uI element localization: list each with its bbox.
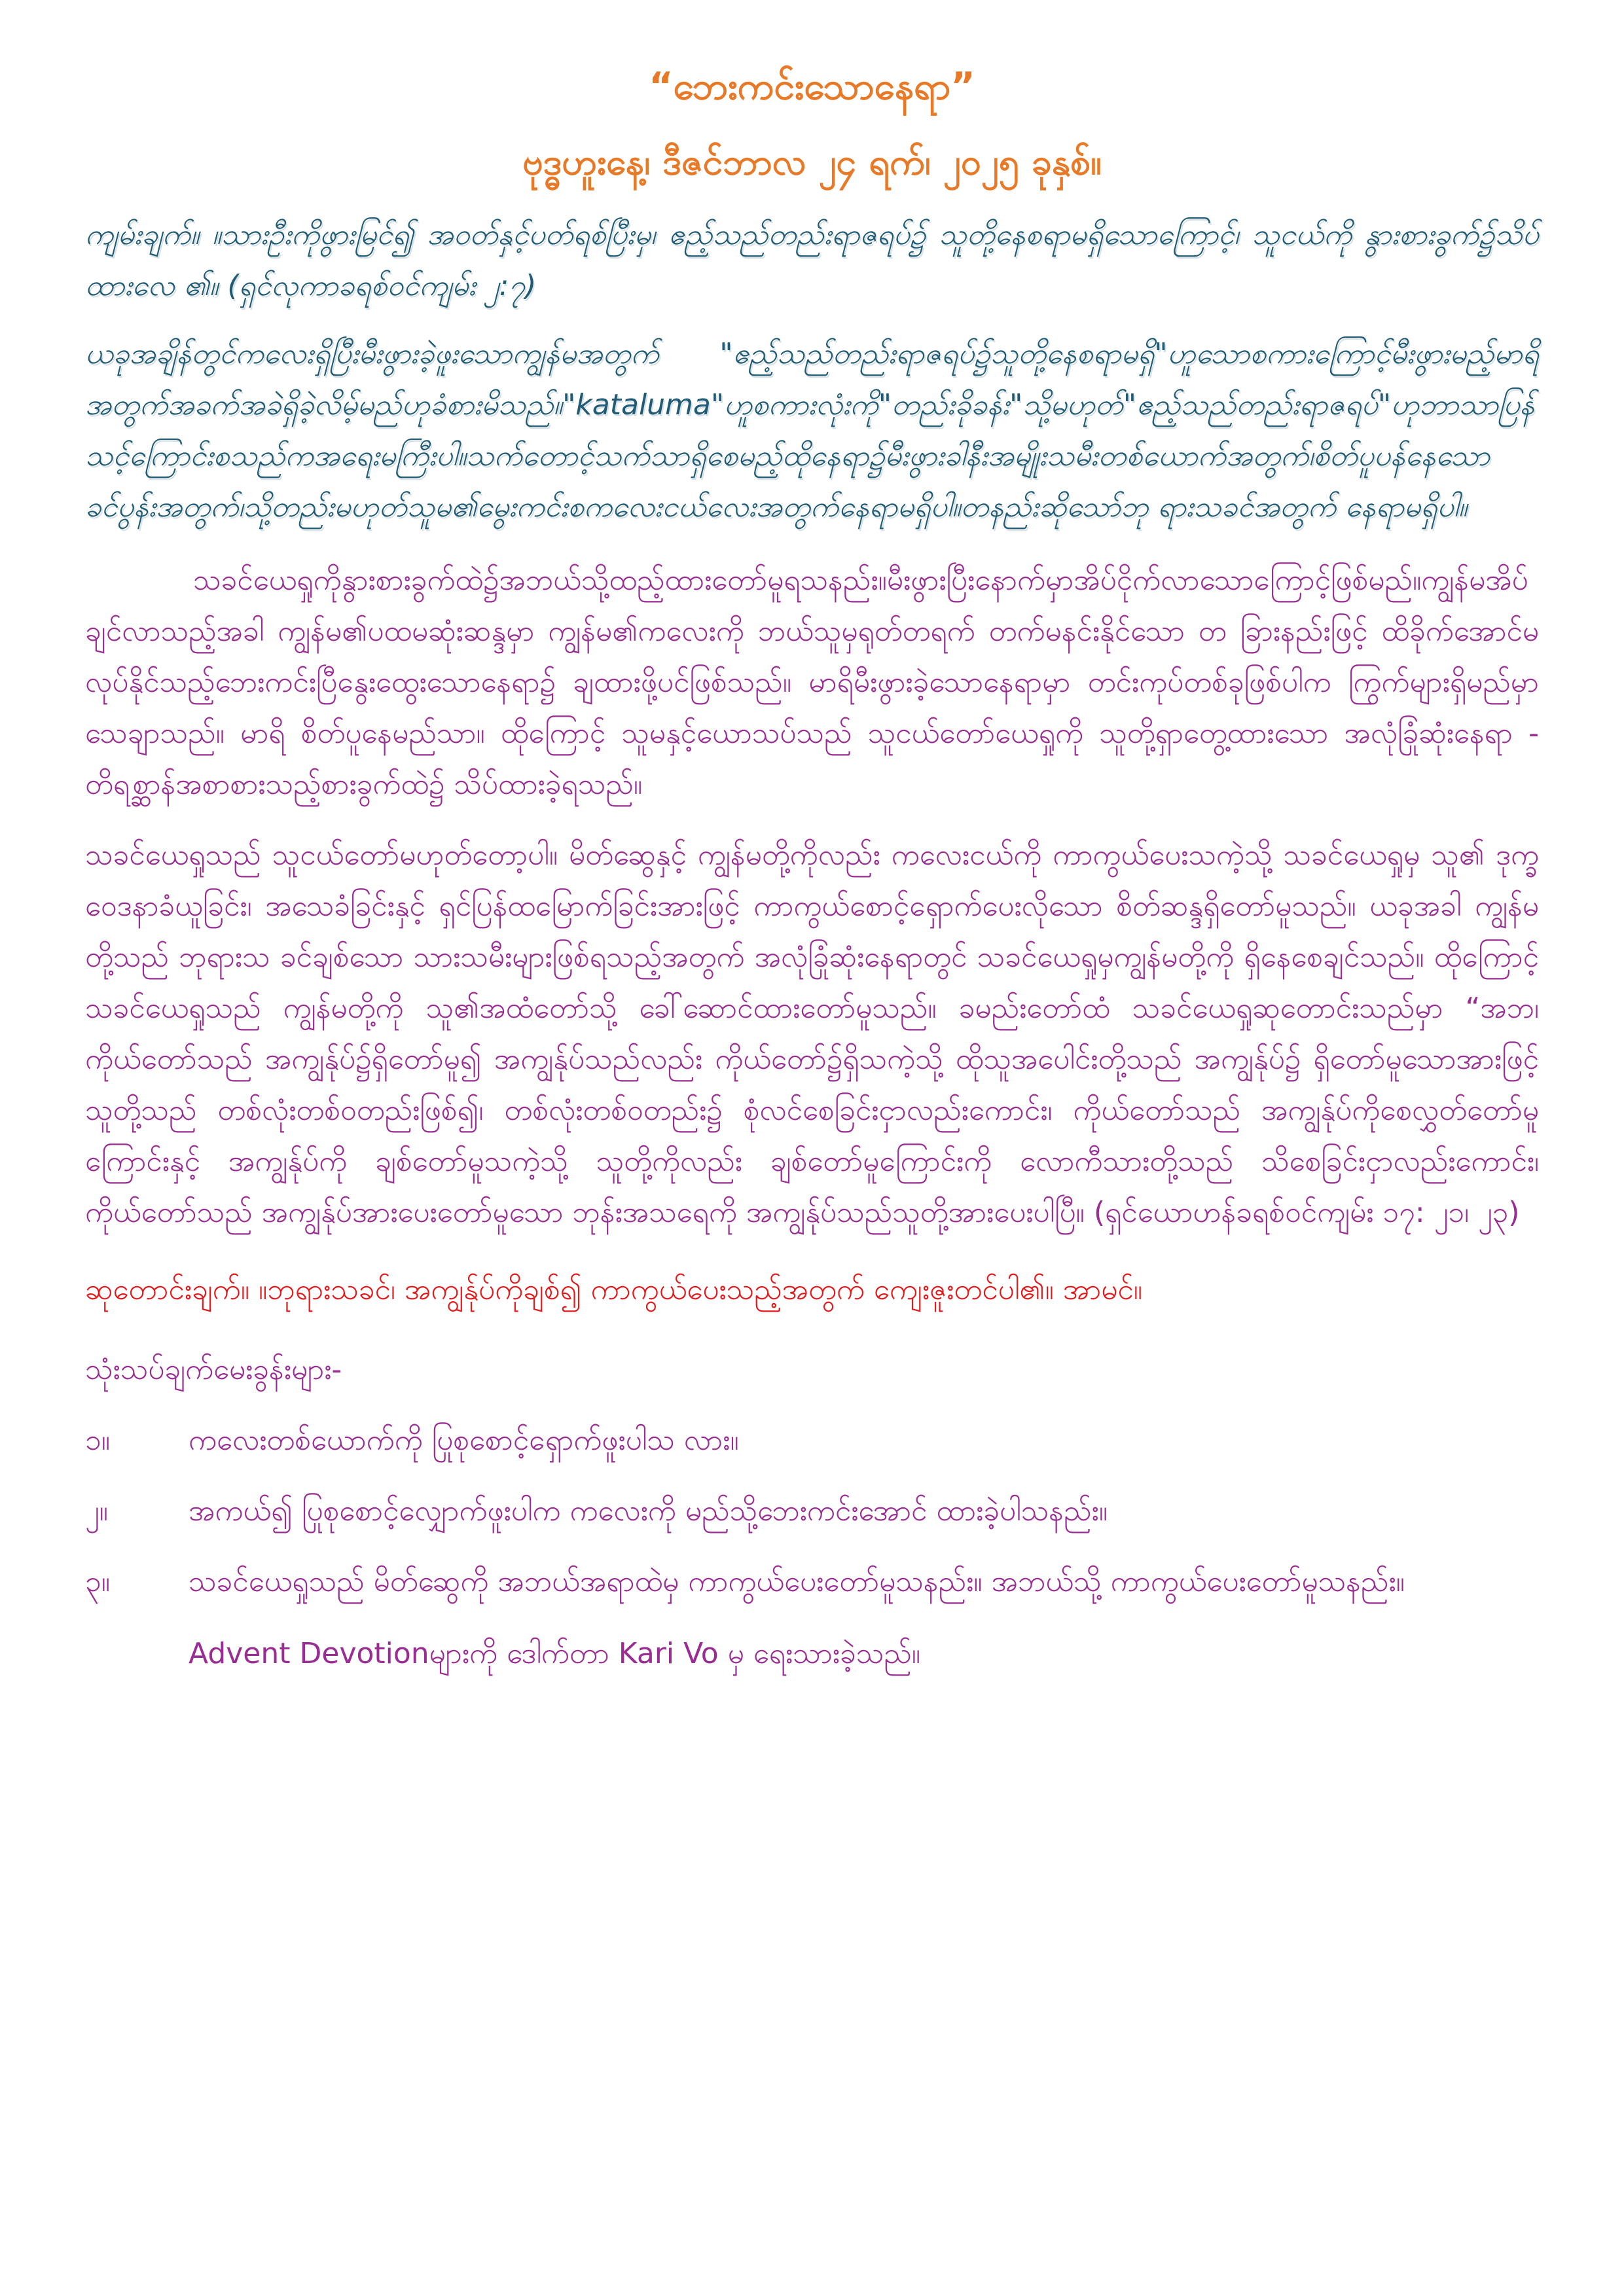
document-date-line: ဗုဒ္ဓဟူးနေ့၊ ဒီဇင်ဘာလ ၂၄ ရက်၊ ၂၀၂၅ ခုနှစ်။ — [522, 141, 1102, 183]
question-number: ၂။ — [85, 1494, 108, 1528]
question-item — [85, 1486, 1539, 1537]
question-item — [85, 1556, 1539, 1607]
question-text: သခင်ယေရှုသည် မိတ်ဆွေကို အဘယ်အရာထဲမှ ကာကွယ်ပေးတော်မူသနည်း။ အဘယ်သို့ ကာကွယ်ပေးတော်မူသနည်း။ — [189, 1565, 1405, 1598]
document-title: “ဘေးကင်းသောနေရာ” — [649, 65, 975, 108]
scripture-verse-paragraph: ကျမ်းချက်။ ။သားဦးကိုဖွားမြင်၍ အဝတ်နှင့်ပတ်ရစ်ပြီးမှ၊ ဧည့်သည်တည်းရာဇရပ်၌ သူတို့နေစရာမရှိသောကြောင့်၊ သူငယ်ကို နွားစားခွက်၌သိပ် ထားလေ ၏။ (ရှင်လုကာခရစ်ဝင်ကျမ်း ၂:၇) — [85, 218, 1539, 302]
questions-heading: သုံးသပ်ချက်မေးခွန်းများ- — [85, 1353, 342, 1386]
question-item — [85, 1415, 1539, 1466]
reflection-intro-paragraph: ယခုအချိန်တွင်ကလေးရှိပြီးမီးဖွားခဲ့ဖူးသောကျွန်မအတွက် "ဧည့်သည်တည်းရာဇရပ်၌သူတို့နေစရာမရှိ"ဟူသောစကားကြောင့်မီးဖွားမည့်မာရိအတွက်အခက်အခဲရှိခဲ့လိမ့်မည်ဟုခံစားမိသည်။"kataluma"ဟူစကားလုံးကို"တည်းခိုခန်း"သို့မဟုတ်"ဧည့်သည်တည်းရာဇရပ်"ဟုဘာသာပြန်သင့်ကြောင်းစသည်ကအရေးမကြီးပါ။သက်တောင့်သက်သာရှိစေမည့်ထိုနေရာ၌မီးဖွားခါနီးအမျိုးသမီးတစ်ယောက်အတွက်၊စိတ်ပူပန်နေသောခင်ပွန်းအတွက်၊သို့တည်းမဟုတ်သူမ၏မွေးကင်းစကလေးငယ်လေးအတွက်နေရာမရှိပါ။တနည်းဆိုသော်ဘု ရားသခင်အတွက် နေရာမရှိပါ။ — [85, 337, 1539, 524]
question-text: အကယ်၍ ပြုစုစောင့်လျှောက်ဖူးပါက ကလေးကို မည်သို့ဘေးကင်းအောင် ထားခဲ့ပါသနည်း။ — [189, 1494, 1108, 1528]
credit-line: Advent Devotionများကို ဒေါက်တာ Kari Vo မှ ရေးသားခဲ့သည်။ — [189, 1637, 921, 1670]
prayer-line: ဆုတောင်းချက်။ ။ဘုရားသခင်၊ အကျွန်ုပ်ကိုချစ်၍ ကာကွယ်ပေးသည့်အတွက် ကျေးဇူးတင်ပါ၏။ အာမင်။ — [85, 1273, 1143, 1306]
question-number: ၃။ — [85, 1565, 111, 1598]
body-paragraph: သခင်ယေရှုကိုနွားစားခွက်ထဲ၌အဘယ်သို့ထည့်ထားတော်မူရသနည်း။မီးဖွားပြီးနောက်မှာအိပ်ငိုက်လာသောကြောင့်ဖြစ်မည်။ကျွန်မအိပ်ချင်လာသည့်အခါ ကျွန်မ၏ပထမဆုံးဆန္ဒမှာ ကျွန်မ၏ကလေးကို ဘယ်သူမှရုတ်တရက် တက်မနင်းနိုင်သော တ ခြားနည်းဖြင့် ထိခိုက်အောင်မလုပ်နိုင်သည့်ဘေးကင်းပြီနွေးထွေးသောနေရာ၌ ချထားဖို့ပင်ဖြစ်သည်။ မာရိမီးဖွားခဲ့သောနေရာမှာ တင်းကုပ်တစ်ခုဖြစ်ပါက ကြွက်များရှိမည်မှာသေချာသည်။ မာရိ စိတ်ပူနေမည်သာ။ ထိုကြောင့် သူမနှင့်ယောသပ်သည် သူငယ်တော်ယေရှုကို သူတို့ရှာတွေ့ထားသော အလုံခြုံဆုံးနေရာ - တိရစ္ဆာန်အစာစားသည့်စားခွက်ထဲ၌ သိပ်ထားခဲ့ရသည်။ — [85, 564, 1539, 801]
question-number: ၁။ — [85, 1424, 111, 1457]
body-paragraph: သခင်ယေရှုသည် သူငယ်တော်မဟုတ်တော့ပါ။ မိတ်ဆွေနှင့် ကျွန်မတို့ကိုလည်း ကလေးငယ်ကို ကာကွယ်ပေးသကဲ့သို့ သခင်ယေရှုမှ သူ၏ ဒုက္ခဝေဒနာခံယူခြင်း၊ အသေခံခြင်းနှင့် ရှင်ပြန်ထမြောက်ခြင်းအားဖြင့် ကာကွယ်စောင့်ရှောက်ပေးလိုသော စိတ်ဆန္ဒရှိတော်မူသည်။ ယခုအခါ ကျွန်မတို့သည် ဘုရားသ ခင်ချစ်သော သားသမီးများဖြစ်ရသည့်အတွက် အလုံခြုံဆုံးနေရာတွင် သခင်ယေရှုမှကျွန်မတို့ကို ရှိနေစေချင်သည်။ ထိုကြောင့် သခင်ယေရှုသည် ကျွန်မတို့ကို သူ၏အထံတော်သို့ ခေါ်ဆောင်ထားတော်မူသည်။ ခမည်းတော်ထံ သခင်ယေရှုဆုတောင်းသည်မှာ “အဘ၊ ကိုယ်တော်သည် အကျွန်ုပ်၌ရှိတော်မူ၍ အကျွန်ုပ်သည်လည်း ကိုယ်တော်၌ရှိသကဲ့သို့ ထိုသူအပေါင်းတို့သည် အကျွန်ုပ်၌ ရှိတော်မူသောအားဖြင့် သူတို့သည် တစ်လုံးတစ်ဝတည်းဖြစ်၍၊ တစ်လုံးတစ်ဝတည်း၌ စုံလင်စေခြင်းငှာလည်းကောင်း၊ ကိုယ်တော်သည် အကျွန်ုပ်ကိုစေလွှတ်တော်မူကြောင်းနှင့် အကျွန်ုပ်ကို ချစ်တော်မူသကဲ့သို့ သူတို့ကိုလည်း ချစ်တော်မူကြောင်းကို လောကီသားတို့သည် သိစေခြင်းငှာလည်းကောင်း၊ ကိုယ်တော်သည် အကျွန်ုပ်အားပေးတော်မူသော ဘုန်းအသရေကို အကျွန်ုပ်သည်သူတို့အားပေးပါပြီ။ (ရှင်ယောဟန်ခရစ်ဝင်ကျမ်း ၁၇: ၂၁၊ ၂၃) — [85, 838, 1539, 1229]
question-text: ကလေးတစ်ယောက်ကို ပြုစုစောင့်ရှောက်ဖူးပါသ လား။ — [189, 1424, 739, 1457]
